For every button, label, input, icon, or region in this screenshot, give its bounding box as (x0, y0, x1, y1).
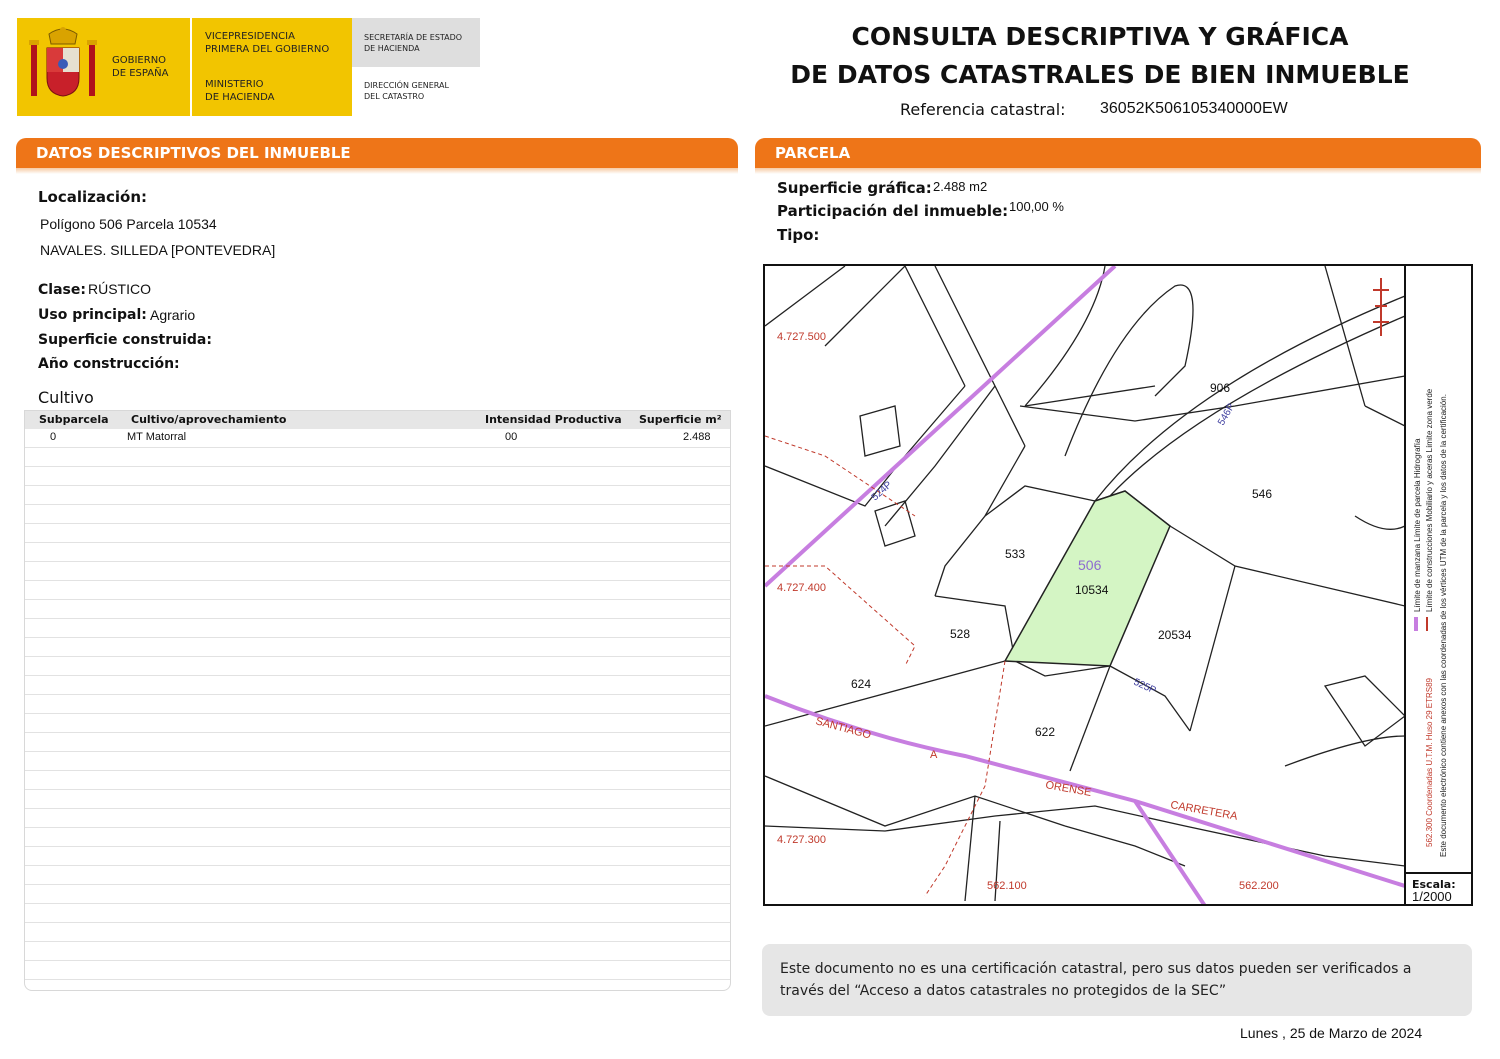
uso-label: Uso principal: (38, 307, 147, 323)
coord-label-4727300: 4.727.300 (777, 834, 826, 846)
scale-value: 1/2000 (1412, 889, 1452, 904)
map-legend-divider (1404, 264, 1406, 906)
table-row-divider (25, 542, 730, 543)
vicepresidencia-line2: PRIMERA DEL GOBIERNO (205, 44, 330, 55)
table-row-divider (25, 713, 730, 714)
section-fade (755, 168, 1481, 174)
road-label-carretera: CARRETERA (1169, 799, 1239, 823)
direccion-line1: DIRECCIÓN GENERAL (364, 81, 449, 90)
cultivo-label: Cultivo (38, 388, 94, 407)
uso-value: Agrario (150, 307, 196, 323)
table-row-divider (25, 599, 730, 600)
column-header-intensidad: Intensidad Productiva (485, 413, 622, 426)
ministerio-text (205, 78, 274, 104)
coat-of-arms-icon (27, 26, 99, 106)
document-title (790, 18, 1410, 94)
table-row-divider (25, 637, 730, 638)
table-row-divider (25, 580, 730, 581)
column-header-subparcela: Subparcela (39, 413, 109, 426)
section-title-prefix: DATOS DESCRIPTIVOS DEL (36, 144, 264, 162)
gobierno-text (112, 54, 168, 80)
coord-label-4727400: 4.727.400 (777, 582, 826, 594)
section-title-bold: INMUEBLE (263, 144, 351, 162)
table-header (25, 411, 730, 429)
direccion-text (364, 80, 449, 102)
table-row-divider (25, 941, 730, 942)
table-row-divider (25, 732, 730, 733)
coord-label-4727500: 4.727.500 (777, 331, 826, 343)
north-arrow-icon (1371, 278, 1391, 338)
secretaria-text (364, 32, 462, 54)
table-row-divider (25, 827, 730, 828)
cell-intensidad: 00 (505, 431, 518, 443)
table-row-divider (25, 694, 730, 695)
gobierno-line2: DE ESPAÑA (112, 68, 169, 79)
table-row-divider (25, 808, 730, 809)
secretaria-line2: DE HACIENDA (364, 44, 420, 53)
cell-superficie: 2.488 (683, 431, 711, 443)
parcel-label-10534: 10534 (1075, 583, 1109, 597)
cell-subparcela: 0 (50, 431, 57, 443)
legend-text-3: 562.300 Coordenadas U.T.M. Huso 29 ETRS89 (1425, 678, 1434, 847)
localizacion-line1: Polígono 506 Parcela 10534 (40, 216, 217, 232)
map-drawing (765, 266, 1405, 904)
table-row-divider (25, 751, 730, 752)
column-header-cultivo: Cultivo/aprovechamiento (131, 413, 287, 426)
table-row-divider (25, 884, 730, 885)
clase-value: RÚSTICO (88, 281, 151, 297)
logo-divider (190, 18, 192, 116)
direccion-line2: DEL CATASTRO (364, 92, 425, 101)
table-row-divider (25, 922, 730, 923)
table-row-divider (25, 846, 730, 847)
table-row-divider (25, 865, 730, 866)
road-label-santiago: SANTIAGO (814, 715, 873, 742)
table-row-divider (25, 523, 730, 524)
legend-text-4: Este documento electrónico contiene anexos con las coordenadas de los vértices UTM de la parcela y los datos de la certificación. (1439, 394, 1448, 857)
parcel-label-20534: 20534 (1158, 628, 1192, 642)
legend-text-1: Límite de manzana Límite de parcela Hidrografía (1413, 438, 1422, 612)
coord-label-562200: 562.200 (1239, 880, 1279, 892)
poligono-label: 506 (1078, 557, 1102, 573)
reference-value: 36052K506105340000EW (1100, 100, 1288, 117)
table-row-divider (25, 618, 730, 619)
title-line2: DE DATOS CATASTRALES DE BIEN INMUEBLE (790, 60, 1410, 89)
localizacion-label: Localización: (38, 188, 148, 206)
parcel-label-533: 533 (1005, 547, 1026, 561)
legend-text-2: Límite de construcciones Mobiliario y aceras Límite zona verde (1425, 388, 1434, 612)
legend-swatch-construcciones (1426, 617, 1428, 631)
road-label-525p: 525P (1131, 676, 1158, 697)
scale-label: Escala: (1412, 878, 1456, 891)
anio-construccion-label: Año construcción: (38, 356, 180, 372)
highlighted-parcel (1005, 491, 1170, 666)
vicepresidencia-line1: VICEPRESIDENCIA (205, 31, 295, 42)
reference-label: Referencia catastral: (900, 100, 1066, 119)
table-row-divider (25, 447, 730, 448)
road-label-546p: 546P (1216, 401, 1238, 428)
cell-cultivo: MT Matorral (127, 431, 187, 443)
table-row-divider (25, 466, 730, 467)
disclaimer-notice: Este documento no es una certificación catastral, pero sus datos pueden ser verificados a través del “Acceso a datos catastrales no protegidos de la SEC” (762, 944, 1472, 1016)
table-row-divider (25, 675, 730, 676)
localizacion-line2: NAVALES. SILLEDA [PONTEVEDRA] (40, 242, 276, 258)
parcel-label-528: 528 (950, 627, 971, 641)
gobierno-line1: GOBIERNO (112, 55, 167, 66)
government-logo-block (17, 18, 480, 116)
table-row-divider (25, 561, 730, 562)
table-row-divider (25, 504, 730, 505)
table-row-divider (25, 656, 730, 657)
scale-box (1406, 872, 1473, 906)
cultivo-table (24, 410, 731, 991)
document-date: Lunes , 25 de Marzo de 2024 (1240, 1025, 1423, 1041)
section-header-parcela: PARCELA (755, 138, 1481, 168)
table-row-divider (25, 903, 730, 904)
secretaria-line1: SECRETARÍA DE ESTADO (364, 33, 463, 42)
coord-label-562100: 562.100 (987, 880, 1027, 892)
superficie-construida-label: Superficie construida: (38, 332, 212, 348)
parcel-label-906: 906 (1210, 381, 1231, 395)
column-header-superficie: Superficie m² (639, 413, 722, 426)
road-label-orense: ORENSE (1044, 779, 1093, 800)
ministerio-line1: MINISTERIO (205, 79, 264, 90)
participacion-value: 100,00 % (1009, 199, 1064, 214)
road-label-a: A (930, 749, 938, 761)
table-row-divider (25, 485, 730, 486)
vicepresidencia-text (205, 30, 329, 56)
cadastral-map (763, 264, 1473, 906)
title-line1: CONSULTA DESCRIPTIVA Y GRÁFICA (851, 22, 1349, 51)
superficie-grafica-value: 2.488 m2 (933, 179, 988, 194)
legend-swatch-manzana (1414, 617, 1418, 631)
table-row-divider (25, 979, 730, 980)
participacion-label: Participación del inmueble: (777, 202, 1009, 220)
section-fade (16, 168, 738, 174)
table-row-divider (25, 789, 730, 790)
map-legend (1406, 272, 1472, 872)
ministerio-line2: DE HACIENDA (205, 92, 275, 103)
road-label-524p: 524P (869, 479, 895, 504)
section-header-datos (16, 138, 738, 168)
parcel-label-622: 622 (1035, 725, 1056, 739)
parcel-label-546: 546 (1252, 487, 1273, 501)
clase-label: Clase: (38, 282, 86, 298)
table-row-divider (25, 960, 730, 961)
tipo-label: Tipo: (777, 226, 820, 244)
superficie-grafica-label: Superficie gráfica: (777, 179, 932, 197)
parcel-label-624: 624 (851, 677, 872, 691)
table-row-divider (25, 770, 730, 771)
